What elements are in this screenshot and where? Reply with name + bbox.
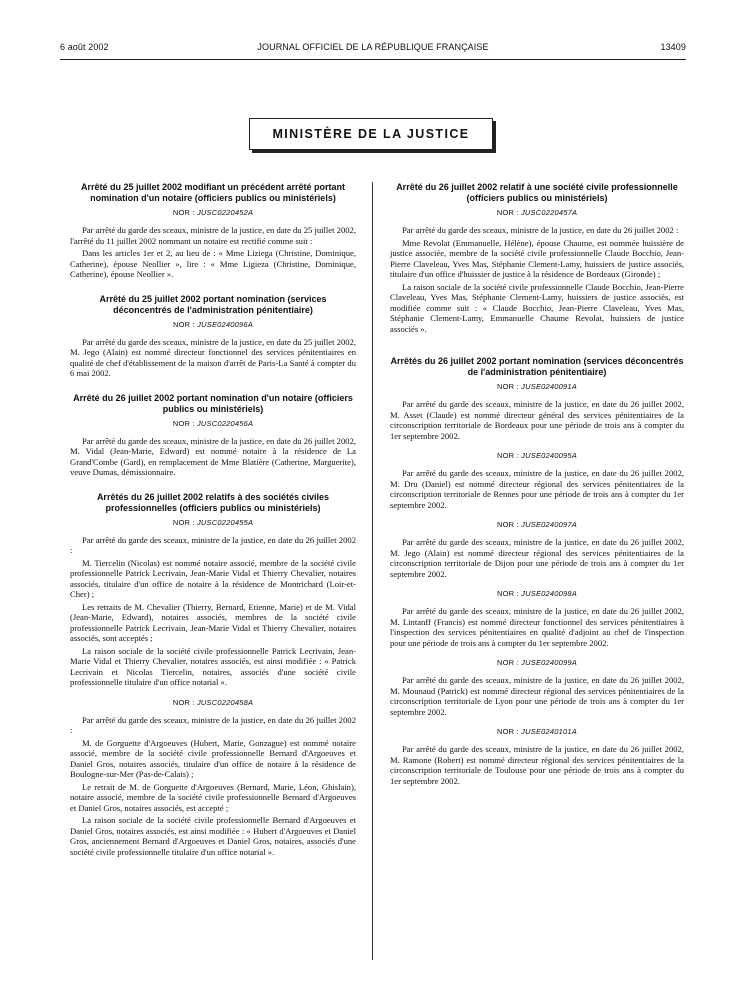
nor-code: JUSE0240098A — [521, 589, 577, 598]
article-title: Arrêtés du 26 juillet 2002 portant nomination (services déconcentrés de l'administration pénitentiaire) — [390, 356, 684, 377]
article-nomination-penitentiaire — [70, 294, 356, 379]
paragraph: Par arrêté du garde des sceaux, ministre de la justice, en date du 26 juillet 2002, M. Dru (Daniel) est nommé directeur régional des services pénitentiaires de la circonscription territoriale de Rennes pour une période de trois ans à compter du 1er septembre 2002. — [390, 468, 684, 510]
paragraph: Par arrêté du garde des sceaux, ministre de la justice, en date du 25 juillet 2002, l'arrêté du 11 juillet 2002 nommant un notaire est rectifié comme suit : — [70, 225, 356, 246]
paragraph: M. Tiercelin (Nicolas) est nommé notaire associé, membre de la société civile professionnelle Patrick Lecrivain, Jean-Marie Vidal et Thierry Chevalier, notaires associés, titulaire d'un office de notaire à la résidence de Montrichard (Loir-et-Cher) ; — [70, 557, 356, 599]
header-rule — [60, 59, 686, 60]
nor-code: JUSC0220456A — [196, 418, 254, 428]
ministry-heading: MINISTÈRE DE LA JUSTICE — [249, 118, 493, 150]
nor-label: NOR : — [172, 517, 195, 527]
journal-title: JOURNAL OFFICIEL DE LA RÉPUBLIQUE FRANÇAISE — [257, 42, 489, 52]
paragraph: La raison sociale de la société civile professionnelle Patrick Lecrivain, Jean-Marie Vidal et Thierry Chevalier, notaires associés, est ainsi modifiée : « Patrick Lecrivain et Nicolas Tiercelin, notaires, associés d'une société civile professionnelle titulaire d'un office notarial ». — [70, 645, 356, 687]
paragraph: La raison sociale de la société civile professionnelle Claude Bocchio, Jean-Pierre Claveleau, Yves Mas, Stéphanie Clement-Lamy, huissiers de justice associés, est modifiée comme suit : « Claude Bocchio, Jean-Pierre Claveleau, Yves Mas, Stéphanie Clement-Lamy, Emmanuelle Chaume Revolat, huissiers de justice associés ». — [390, 281, 684, 334]
paragraph: Par arrêté du garde des sceaux, ministre de la justice, en date du 26 juillet 2002, M. Ramone (Robert) est nommé directeur régional des services pénitentiaires de la circonscription territoriale de Toulouse pour une période de trois ans à compter du 1er septembre 2002. — [390, 744, 684, 786]
nor-reference — [70, 320, 356, 329]
article-title: Arrêté du 26 juillet 2002 portant nomination d'un notaire (officiers publics ou ministériels) — [73, 392, 353, 414]
nor-reference — [390, 451, 684, 460]
paragraph: Par arrêté du garde des sceaux, ministre de la justice, en date du 26 juillet 2002 : — [70, 534, 356, 555]
paragraph: Les retraits de M. Chevalier (Thierry, Bernard, Etienne, Marie) et de M. Vidal (Jean-Marie, Edward), notaires associés, membres de la société civile professionnelle Patrick Lecrivain, Jean-Marie Vidal et Thierry Chevalier, notaires associés, sont acceptés ; — [70, 601, 356, 643]
paragraph: Par arrêté du garde des sceaux, ministre de la justice, en date du 26 juillet 2002 : — [402, 225, 679, 235]
paragraph: Mme Revolat (Emmanuelle, Hélène), épouse Chaume, est nommée huissière de justice associée, membre de la société civile professionnelle Claude Bocchio, Jean-Pierre Claveleau, Yves Mas, Stéphanie Clement-Lamy, huissiers de justice associés, titulaire d'un office d'huissier de justice à la résidence de Bordeaux (Gironde) ; — [390, 237, 684, 279]
nor-code: JUSC0220457A — [520, 208, 578, 217]
nor-label: NOR : — [172, 418, 195, 428]
left-column — [70, 182, 356, 871]
nor-reference — [390, 208, 684, 217]
nor-label: NOR : — [173, 319, 195, 329]
paragraph: Par arrêté du garde des sceaux, ministre de la justice, en date du 26 juillet 2002, M. Lintanff (Francis) est nommé directeur fonctionnel des services pénitentiaires à l'inspection des services pénitentiaires en qualité d'adjoint au chef de l'inspection pour une période de trois ans à compter du 1er septembre 2002. — [390, 606, 684, 648]
page-number: 13409 — [660, 42, 686, 52]
paragraph: M. de Gorguette d'Argoeuves (Hubert, Marie, Gonzague) est nommé notaire associé, membre de la société civile professionnelle Bernard d'Argoeuves et Daniel Gros, notaires associés, titulaire d'un office de notaire à la résidence de Boulogne-sur-Mer (Pas-de-Calais) ; — [70, 737, 356, 779]
nor-reference — [390, 727, 684, 736]
nor-reference — [390, 520, 684, 529]
paragraph: Par arrêté du garde des sceaux, ministre de la justice, en date du 26 juillet 2002, M. Jego (Alain) est nommé directeur régional des services pénitentiaires de la circonscription territoriale de Dijon pour une période de trois ans à compter du 1er septembre 2002. — [390, 537, 684, 579]
nor-code: JUSC0220452A — [196, 208, 254, 217]
article-societe-civile-huissiers — [390, 182, 684, 334]
nor-reference — [70, 518, 356, 527]
nor-label: NOR : — [172, 697, 195, 707]
nor-label: NOR : — [497, 658, 519, 667]
nor-label: NOR : — [172, 208, 195, 217]
article-nomination-notaire — [70, 393, 356, 478]
article-nominations-directeurs — [390, 356, 684, 786]
paragraph: Par arrêté du garde des sceaux, ministre de la justice, en date du 25 juillet 2002, M. Jego (Alain) est nommé directeur fonctionnel des services pénitentiaires en qualité de chef d'établissement de la maison d'arrêt de Paris-La Santé à compter du 6 mai 2002. — [70, 336, 356, 378]
nor-label: NOR : — [497, 589, 519, 598]
paragraph: Le retrait de M. de Gorguette d'Argoeuves (Bernard, Marie, Léon, Ghislain), notaire associé, membre de la société civile professionnelle Bernard d'Argoeuves et Daniel Gros, notaires associés, est accepté ; — [70, 781, 356, 813]
paragraph: Par arrêté du garde des sceaux, ministre de la justice, en date du 26 juillet 2002, M. Mounaud (Patrick) est nommé directeur régional des services pénitentiaires de la circonscription territoriale de Lyon pour une période de trois ans à compter du 1er septembre 2002. — [390, 675, 684, 717]
nor-reference — [70, 698, 356, 707]
nor-reference — [390, 589, 684, 598]
column-divider — [372, 182, 373, 960]
nor-reference — [390, 658, 684, 667]
article-title: Arrêté du 26 juillet 2002 relatif à une société civile professionnelle (officiers publics ou ministériels) — [396, 182, 678, 203]
nor-label: NOR : — [497, 382, 519, 391]
nor-code: JUSE0240101A — [521, 727, 577, 736]
nor-code: JUSE0240095A — [521, 451, 577, 460]
article-notaire-modification — [70, 182, 356, 280]
nor-reference — [390, 382, 684, 391]
nor-code: JUSE0240097A — [521, 520, 577, 529]
paragraph: Par arrêté du garde des sceaux, ministre de la justice, en date du 26 juillet 2002, M. Asset (Claude) est nommé directeur général des services pénitentiaires de la circonscription territoriale de Bordeaux pour une période de trois ans à compter du 1er septembre 2002. — [390, 399, 684, 441]
paragraph: Dans les articles 1er et 2, au lieu de : « Mme Liziega (Christine, Dominique, Catherine), épouse Neollier », lire : « Mme Ligieza (Christine, Dominique, Catherine), épouse Neollier ». — [70, 248, 356, 279]
nor-label: NOR : — [497, 520, 519, 529]
right-column — [390, 182, 684, 800]
paragraph: Par arrêté du garde des sceaux, ministre de la justice, en date du 26 juillet 2002, M. Vidal (Jean-Marie, Edward) est nommé notaire à la résidence de La Grand'Combe (Gard), en remplacement de Mme Blatière (Catherine, Marguerite), veuve Dumas, démissionnaire. — [70, 435, 356, 477]
article-title: Arrêté du 25 juillet 2002 modifiant un précédent arrêté portant nomination d'un notaire (officiers publics ou ministériels) — [80, 182, 346, 203]
paragraph: Par arrêté du garde des sceaux, ministre de la justice, en date du 26 juillet 2002 : — [70, 714, 356, 735]
page-header — [60, 42, 686, 56]
article-societes-civiles — [70, 492, 356, 858]
nor-code: JUSE0240096A — [197, 319, 253, 329]
nor-code: JUSE0240091A — [521, 382, 577, 391]
nor-code: JUSC0220455A — [196, 517, 254, 527]
nor-code: JUSC0220458A — [196, 697, 254, 707]
nor-reference — [70, 208, 356, 217]
article-title: Arrêté du 25 juillet 2002 portant nomination (services déconcentrés de l'administration pénitentiaire) — [99, 293, 327, 315]
nor-label: NOR : — [497, 727, 519, 736]
nor-reference — [70, 419, 356, 428]
nor-label: NOR : — [496, 208, 519, 217]
nor-code: JUSE0240099A — [521, 658, 577, 667]
issue-date: 6 août 2002 — [60, 42, 109, 52]
nor-label: NOR : — [497, 451, 519, 460]
paragraph: La raison sociale de la société civile professionnelle Bernard d'Argoeuves et Daniel Gros, notaires associés, est ainsi modifiée : « Hubert d'Argoeuves et Daniel Gros, anciennement Bernard d'Argoeuves et Daniel Gros, notaires, associés d'une société civile professionnelle titulaire d'un office notarial ». — [70, 815, 356, 857]
article-title: Arrêtés du 26 juillet 2002 relatifs à des sociétés civiles professionnelles (officiers publics ou ministériels) — [96, 491, 330, 513]
